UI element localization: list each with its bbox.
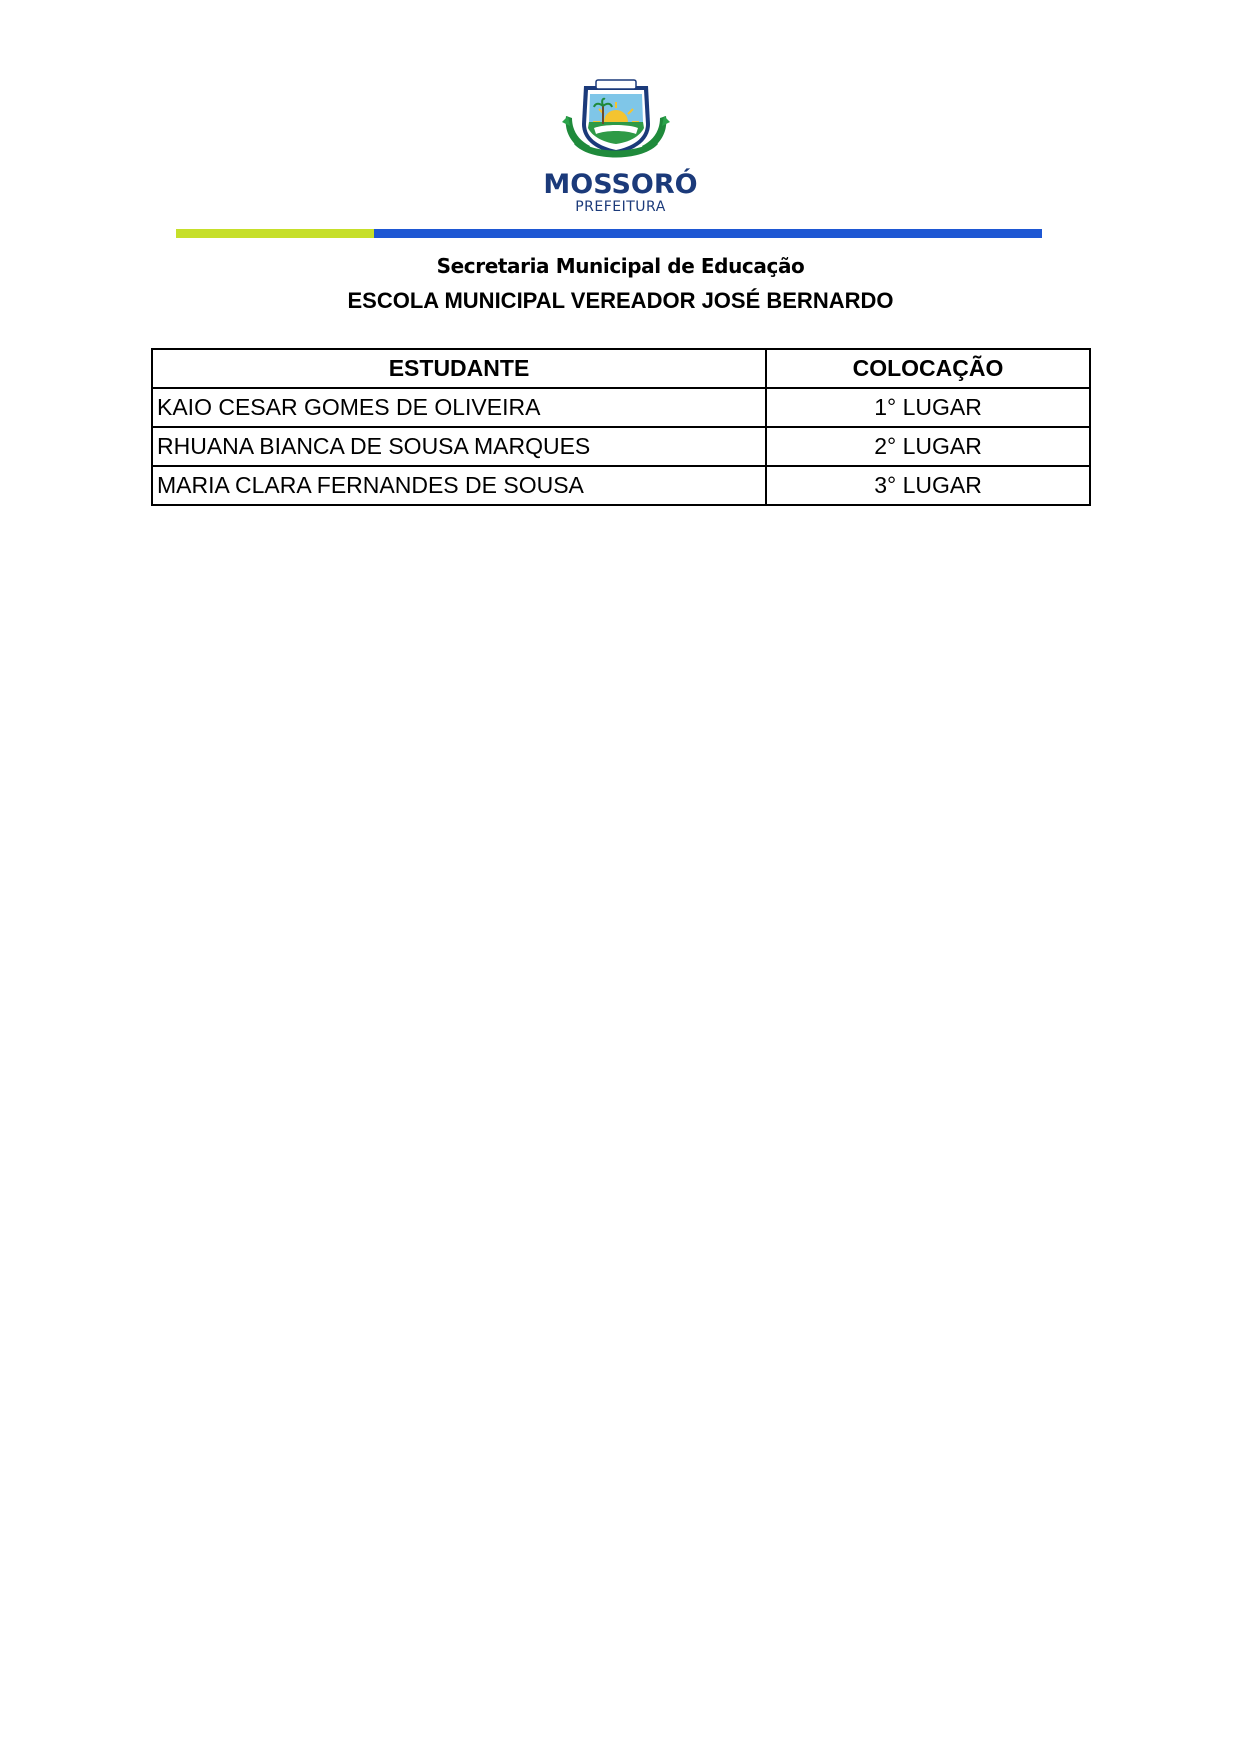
results-table (151, 348, 1091, 506)
header-divider-blue (374, 229, 1042, 238)
table-row (152, 427, 1090, 466)
table-row (152, 466, 1090, 505)
placement-cell: 3° LUGAR (766, 466, 1090, 505)
brand-name: MOSSORÓ (543, 169, 698, 200)
header-divider-green (176, 229, 374, 238)
table-row (152, 388, 1090, 427)
column-header-student: ESTUDANTE (152, 349, 766, 388)
student-name-cell: KAIO CESAR GOMES DE OLIVEIRA (152, 388, 766, 427)
municipal-crest-logo (560, 78, 672, 168)
brand-subtitle: PREFEITURA (575, 199, 666, 215)
school-title: ESCOLA MUNICIPAL VEREADOR JOSÉ BERNARDO (347, 288, 894, 313)
department-title: Secretaria Municipal de Educação (436, 254, 805, 278)
student-name-cell: MARIA CLARA FERNANDES DE SOUSA (152, 466, 766, 505)
table-header-row (152, 349, 1090, 388)
student-name-cell: RHUANA BIANCA DE SOUSA MARQUES (152, 427, 766, 466)
placement-cell: 2° LUGAR (766, 427, 1090, 466)
column-header-placement: COLOCAÇÃO (766, 349, 1090, 388)
placement-cell: 1° LUGAR (766, 388, 1090, 427)
